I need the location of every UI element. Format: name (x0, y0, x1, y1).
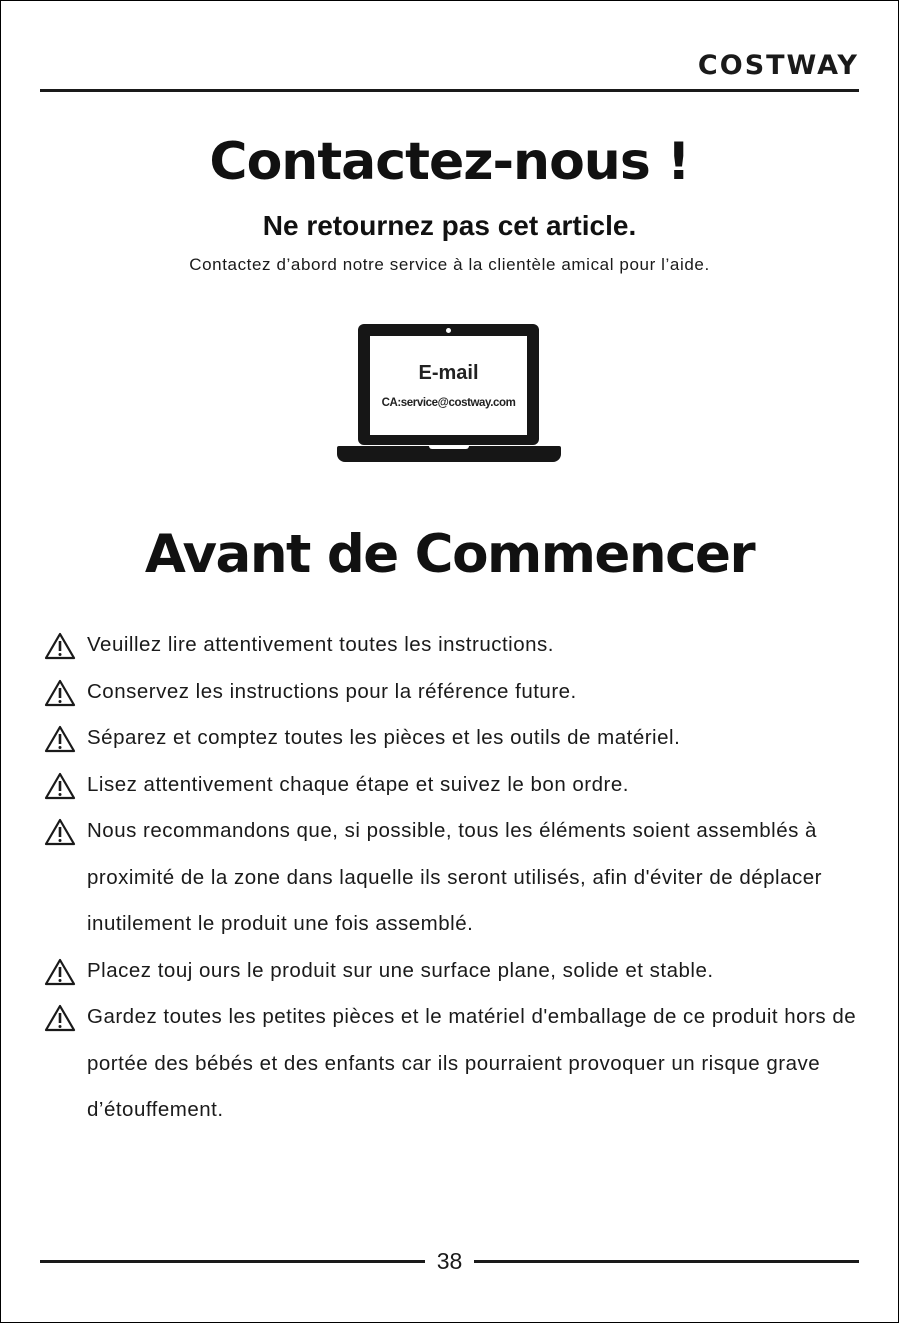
instruction-item (44, 622, 874, 669)
instruction-text: Nous recommandons que, si possible, tous les éléments soient assemblés à proximité de la zone dans laquelle ils seront utilisés, afin d'éviter de déplacer inutilement le produit une fois assemblé. (87, 819, 822, 935)
warning-triangle-icon (44, 958, 76, 986)
instruction-item (44, 808, 874, 948)
laptop-camera (446, 328, 451, 333)
warning-triangle-icon (44, 725, 76, 753)
instruction-list (44, 622, 874, 1134)
warning-triangle-icon (44, 632, 76, 660)
instruction-text: Lisez attentivement chaque étape et suivez le bon ordre. (87, 772, 629, 796)
page-number: 38 (436, 1248, 463, 1274)
footer-divider-right (474, 1260, 859, 1263)
brand-logo: COSTWAY (697, 50, 859, 81)
laptop-base (337, 446, 561, 462)
warning-triangle-icon (44, 1004, 76, 1032)
instruction-item (44, 669, 874, 716)
instruction-text: Séparez et comptez toutes les pièces et les outils de matériel. (87, 726, 681, 749)
warning-triangle-icon (44, 818, 76, 846)
contact-subtitle: Ne retournez pas cet article. (262, 210, 637, 241)
instruction-text: Placez touj ours le produit sur une surface plane, solide et stable. (87, 958, 714, 982)
header-divider (40, 89, 859, 92)
laptop-screen (358, 324, 539, 445)
instruction-text: Gardez toutes les petites pièces et le matériel d'emballage de ce produit hors de portée des bébés et des enfants car ils pourraient provoquer un risque grave d’étouffement. (87, 1005, 857, 1121)
instruction-text: Conservez les instructions pour la référence future. (87, 679, 577, 703)
laptop-icon (337, 322, 561, 464)
instruction-text: Veuillez lire attentivement toutes les instructions. (87, 633, 554, 656)
instruction-item (44, 994, 874, 1134)
footer-divider-left (40, 1260, 425, 1263)
email-address: CA:service@costway.com (381, 397, 516, 409)
warning-triangle-icon (44, 679, 76, 707)
section-title: Avant de Commencer (144, 524, 755, 585)
laptop-notch (429, 446, 469, 449)
instruction-item (44, 762, 874, 809)
laptop-display (370, 336, 527, 435)
email-label: E-mail (418, 362, 479, 384)
contact-title: Contactez-nous ! (209, 132, 690, 192)
contact-note: Contactez d’abord notre service à la clientèle amical pour l’aide. (189, 255, 710, 274)
warning-triangle-icon (44, 772, 76, 800)
instruction-item (44, 948, 874, 995)
instruction-item (44, 715, 874, 762)
